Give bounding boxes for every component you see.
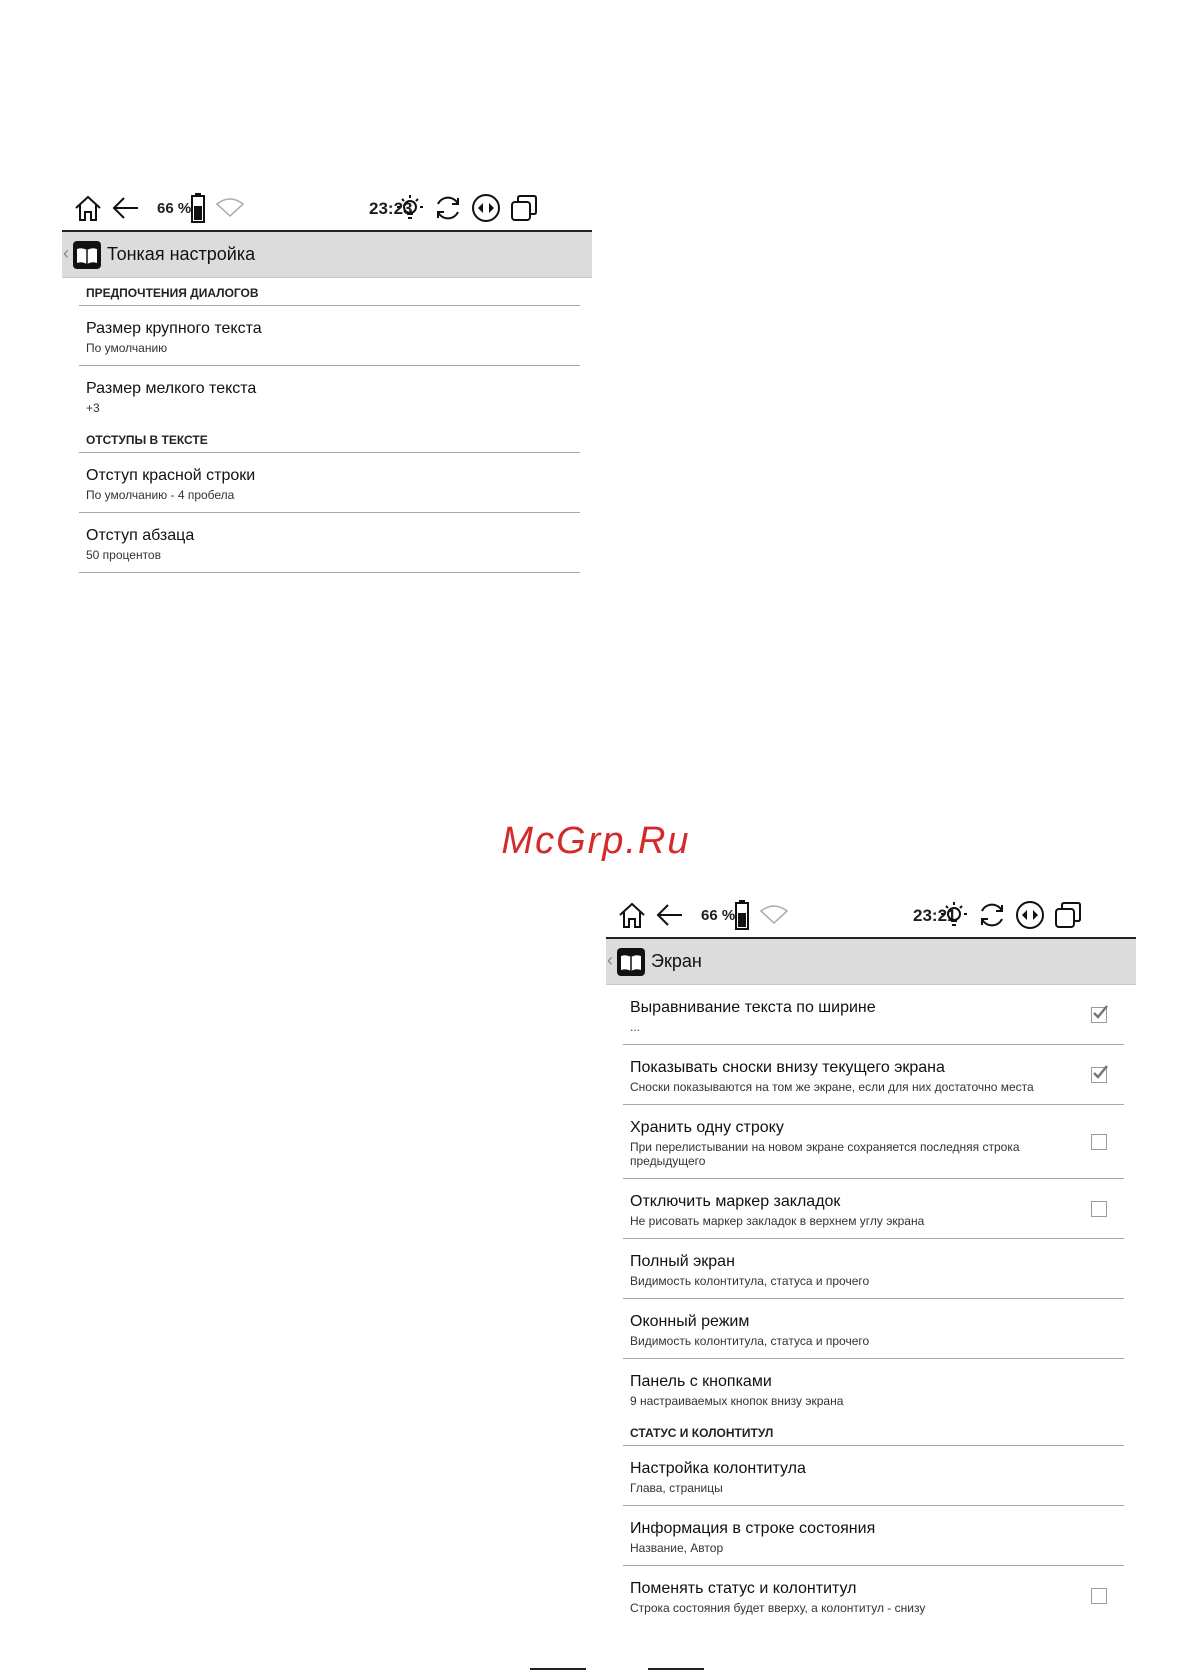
clock: 23:21 xyxy=(913,906,957,925)
setting-title: Поменять статус и колонтитул xyxy=(630,1580,857,1597)
home-icon[interactable] xyxy=(72,192,104,224)
setting-title: Информация в строке состояния xyxy=(630,1520,876,1537)
setting-subtitle: Видимость колонтитула, статуса и прочего xyxy=(630,1334,870,1348)
setting-title: Размер крупного текста xyxy=(86,320,262,337)
page-title: Тонкая настройка xyxy=(107,244,256,264)
setting-paragraph-indent[interactable] xyxy=(79,513,580,573)
battery-percent: 66 % xyxy=(701,907,736,924)
checkbox-unchecked[interactable] xyxy=(1091,1134,1107,1150)
setting-subtitle: По умолчанию - 4 пробела xyxy=(86,488,235,502)
status-bar xyxy=(62,186,592,232)
footer-divider xyxy=(530,1668,586,1670)
footer-divider xyxy=(648,1668,704,1670)
light-bulb-icon[interactable] xyxy=(394,192,426,224)
checkbox-checked[interactable] xyxy=(1091,1007,1107,1023)
back-arrow-icon[interactable] xyxy=(654,899,686,931)
home-icon[interactable] xyxy=(616,899,648,931)
screen-fine-tuning xyxy=(62,186,592,573)
setting-title: Выравнивание текста по ширине xyxy=(630,999,876,1016)
setting-title: Отступ абзаца xyxy=(86,527,195,544)
setting-subtitle: ... xyxy=(630,1020,641,1034)
section-header: ПРЕДПОЧТЕНИЯ ДИАЛОГОВ xyxy=(79,278,580,306)
chevron-left-icon: ‹ xyxy=(63,243,69,263)
battery-percent: 66 % xyxy=(157,200,192,217)
setting-subtitle: +3 xyxy=(86,401,100,415)
setting-footnotes-bottom[interactable] xyxy=(623,1045,1124,1105)
wifi-icon[interactable] xyxy=(758,899,790,931)
setting-title: Настройка колонтитула xyxy=(630,1460,806,1477)
section-header: ОТСТУПЫ В ТЕКСТЕ xyxy=(79,425,580,453)
setting-button-panel[interactable] xyxy=(623,1359,1124,1418)
setting-first-line-indent[interactable] xyxy=(79,453,580,513)
refresh-icon[interactable] xyxy=(432,192,464,224)
setting-subtitle: По умолчанию xyxy=(86,341,168,355)
setting-subtitle: Название, Автор xyxy=(630,1541,724,1555)
setting-title: Панель с кнопками xyxy=(630,1373,772,1390)
setting-subtitle: При перелистывании на новом экране сохраняется последняя строка предыдущего xyxy=(630,1140,1020,1168)
clock: 23:23 xyxy=(369,199,413,218)
setting-title: Отступ красной строки xyxy=(86,467,256,484)
checkbox-unchecked[interactable] xyxy=(1091,1201,1107,1217)
watermark: McGrp.Ru xyxy=(501,820,691,862)
page-turn-icon[interactable] xyxy=(470,192,502,224)
setting-title: Хранить одну строку xyxy=(630,1119,784,1136)
setting-title: Полный экран xyxy=(630,1253,735,1270)
windows-icon[interactable] xyxy=(1052,899,1084,931)
checkbox-unchecked[interactable] xyxy=(1091,1588,1107,1604)
book-app-icon xyxy=(73,241,101,269)
screen-display xyxy=(606,893,1136,1625)
setting-subtitle: Строка состояния будет вверху, а колонтитул - снизу xyxy=(630,1601,926,1615)
setting-keep-one-line[interactable] xyxy=(623,1105,1124,1179)
setting-title: Отключить маркер закладок xyxy=(630,1193,841,1210)
section-header: СТАТУС И КОЛОНТИТУЛ xyxy=(623,1418,1124,1446)
setting-large-text-size[interactable] xyxy=(79,306,580,366)
battery-icon xyxy=(182,192,214,224)
setting-subtitle: Не рисовать маркер закладок в верхнем углу экрана xyxy=(630,1214,925,1228)
refresh-icon[interactable] xyxy=(976,899,1008,931)
settings-list xyxy=(606,985,1136,1625)
setting-justify-text[interactable] xyxy=(623,985,1124,1045)
page-turn-icon[interactable] xyxy=(1014,899,1046,931)
setting-window-mode[interactable] xyxy=(623,1299,1124,1359)
page-title: Экран xyxy=(651,951,702,971)
setting-disable-bookmark-marker[interactable] xyxy=(623,1179,1124,1239)
status-bar xyxy=(606,893,1136,939)
setting-status-info[interactable] xyxy=(623,1506,1124,1566)
setting-subtitle: 9 настраиваемых кнопок внизу экрана xyxy=(630,1394,844,1408)
title-bar[interactable] xyxy=(606,939,1136,985)
setting-subtitle: 50 процентов xyxy=(86,548,161,562)
setting-title: Оконный режим xyxy=(630,1313,750,1330)
setting-subtitle: Глава, страницы xyxy=(630,1481,723,1495)
checkbox-checked[interactable] xyxy=(1091,1067,1107,1083)
wifi-icon[interactable] xyxy=(214,192,246,224)
setting-small-text-size[interactable] xyxy=(79,366,580,425)
back-arrow-icon[interactable] xyxy=(110,192,142,224)
title-bar[interactable] xyxy=(62,232,592,278)
windows-icon[interactable] xyxy=(508,192,540,224)
setting-subtitle: Видимость колонтитула, статуса и прочего xyxy=(630,1274,870,1288)
light-bulb-icon[interactable] xyxy=(938,899,970,931)
book-app-icon xyxy=(617,948,645,976)
setting-full-screen[interactable] xyxy=(623,1239,1124,1299)
chevron-left-icon: ‹ xyxy=(607,950,613,970)
setting-title: Размер мелкого текста xyxy=(86,380,257,397)
setting-header-config[interactable] xyxy=(623,1446,1124,1506)
battery-icon xyxy=(726,899,758,931)
setting-title: Показывать сноски внизу текущего экрана xyxy=(630,1059,945,1076)
settings-list xyxy=(62,278,592,573)
setting-swap-status-header[interactable] xyxy=(623,1566,1124,1625)
setting-subtitle: Сноски показываются на том же экране, если для них достаточно места xyxy=(630,1080,1034,1094)
